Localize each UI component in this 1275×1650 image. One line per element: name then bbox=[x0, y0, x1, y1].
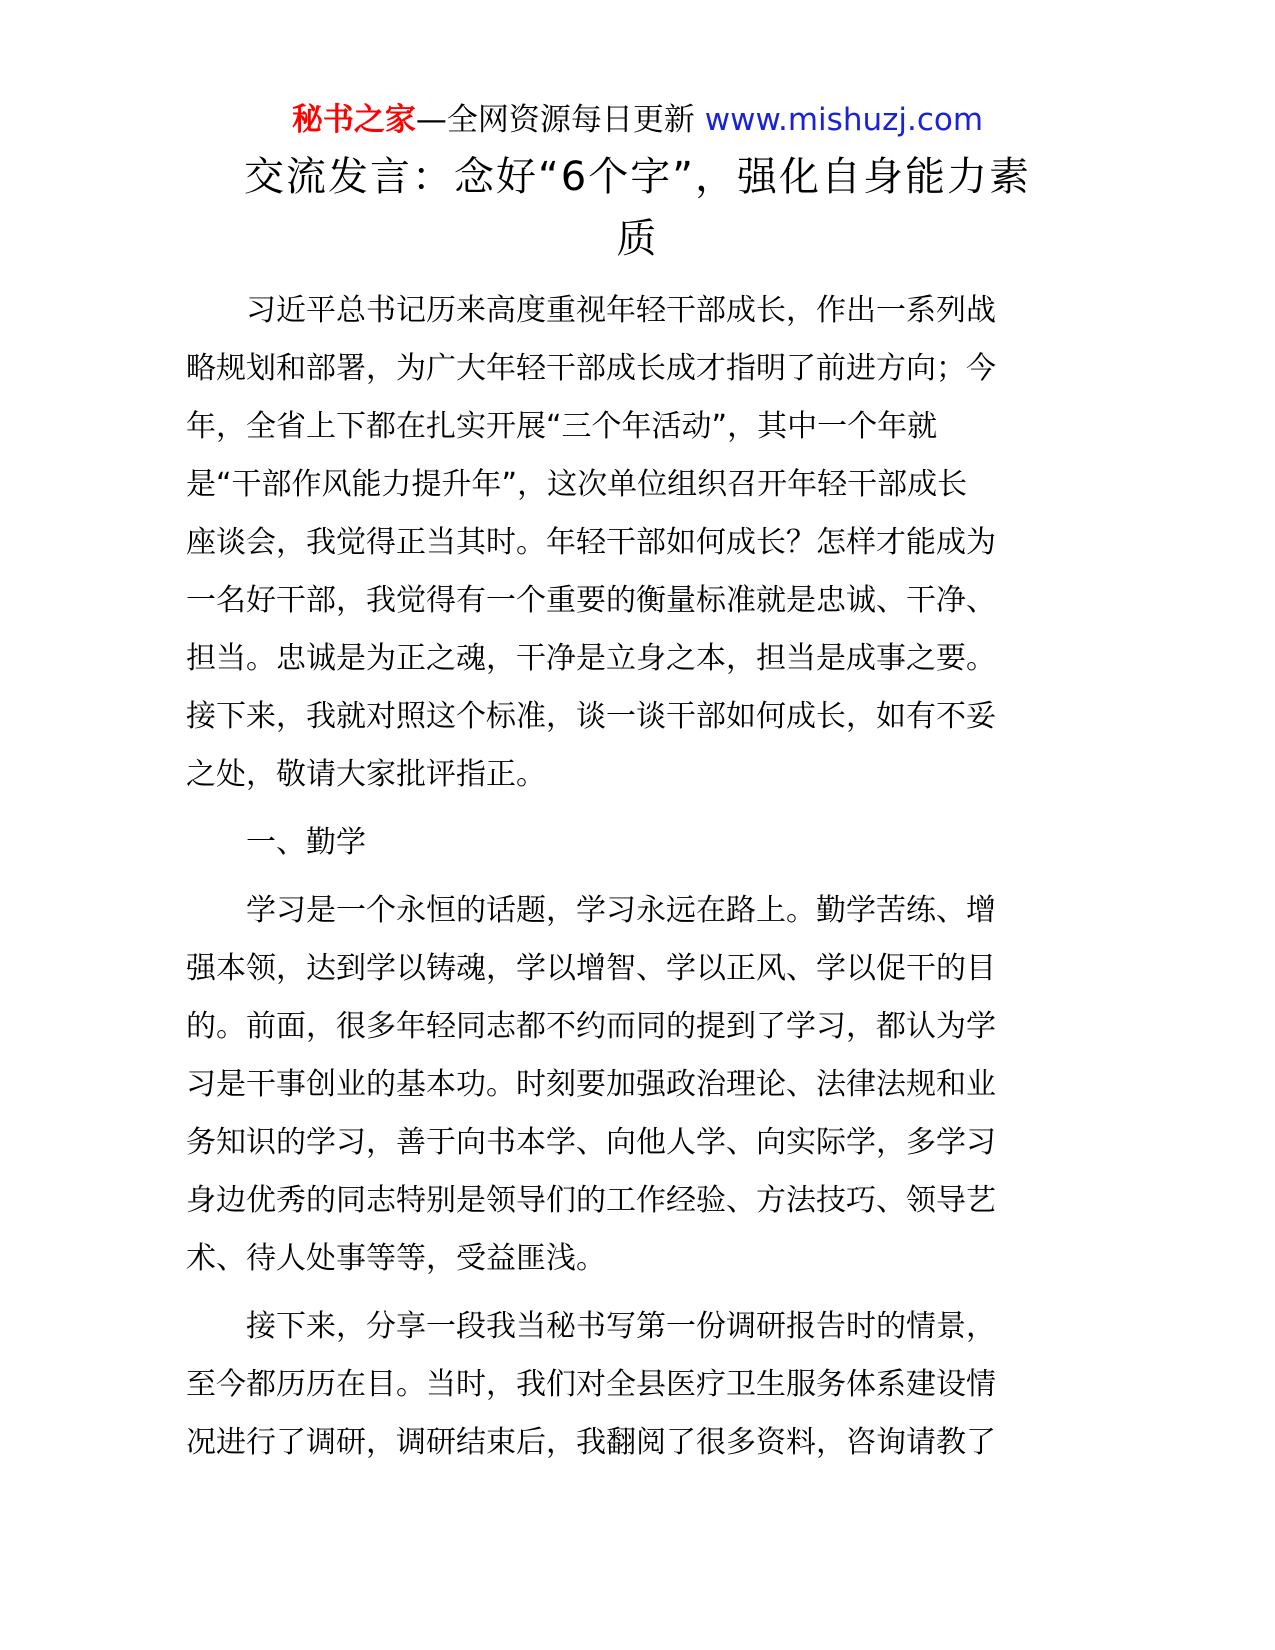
text-line: 一、勤学 bbox=[186, 825, 366, 860]
text-line: 习近平总书记历来高度重视年轻干部成长，作出一系列战 bbox=[186, 293, 996, 328]
text-line: 至今都历历在目。当时，我们对全县医疗卫生服务体系建设情 bbox=[186, 1367, 996, 1402]
text-line: 接下来，分享一段我当秘书写第一份调研报告时的情景， bbox=[186, 1309, 996, 1344]
header-tagline: —全网资源每日更新 bbox=[415, 102, 695, 138]
paragraph-gap bbox=[186, 1288, 1086, 1298]
text-line: 术、待人处事等等，受益匪浅。 bbox=[186, 1241, 606, 1276]
text-line: 接下来，我就对照这个标准，谈一谈干部如何成长，如有不妥 bbox=[186, 699, 996, 734]
text-line: 务知识的学习，善于向书本学、向他人学、向实际学，多学习 bbox=[186, 1125, 996, 1160]
paragraph-study bbox=[186, 882, 1086, 1288]
site-header bbox=[0, 98, 1275, 142]
text-line: 强本领，达到学以铸魂，学以增智、学以正风、学以促干的目 bbox=[186, 951, 996, 986]
text-line: 座谈会，我觉得正当其时。年轻干部如何成长？怎样才能成为 bbox=[186, 525, 996, 560]
text-line: 是“干部作风能力提升年”，这次单位组织召开年轻干部成长 bbox=[186, 467, 968, 502]
paragraph-story bbox=[186, 1298, 1086, 1472]
document-title bbox=[180, 146, 1095, 270]
text-line: 之处，敬请大家批评指正。 bbox=[186, 757, 546, 792]
paragraph-intro bbox=[186, 282, 1086, 804]
document-body bbox=[186, 282, 1086, 1472]
brand-name: 秘书之家 bbox=[291, 102, 416, 138]
text-line: 习是干事创业的基本功。时刻要加强政治理论、法律法规和业 bbox=[186, 1067, 996, 1102]
text-line: 的。前面，很多年轻同志都不约而同的提到了学习，都认为学 bbox=[186, 1009, 996, 1044]
title-line: 质 bbox=[616, 216, 659, 262]
site-url-link[interactable]: www.mishuzj.com bbox=[704, 102, 984, 138]
text-line: 学习是一个永恒的话题，学习永远在路上。勤学苦练、增 bbox=[186, 893, 996, 928]
paragraph-gap bbox=[186, 804, 1086, 814]
text-line: 况进行了调研，调研结束后，我翻阅了很多资料，咨询请教了 bbox=[186, 1425, 996, 1460]
text-line: 年，全省上下都在扎实开展“三个年活动”，其中一个年就 bbox=[186, 409, 938, 444]
title-line: 交流发言：念好“6个字”，强化自身能力素 bbox=[244, 154, 1031, 200]
section-heading bbox=[186, 814, 1086, 872]
text-line: 略规划和部署，为广大年轻干部成长成才指明了前进方向；今 bbox=[186, 351, 996, 386]
paragraph-gap bbox=[186, 872, 1086, 882]
text-line: 担当。忠诚是为正之魂，干净是立身之本，担当是成事之要。 bbox=[186, 641, 996, 676]
text-line: 一名好干部，我觉得有一个重要的衡量标准就是忠诚、干净、 bbox=[186, 583, 996, 618]
text-line: 身边优秀的同志特别是领导们的工作经验、方法技巧、领导艺 bbox=[186, 1183, 996, 1218]
